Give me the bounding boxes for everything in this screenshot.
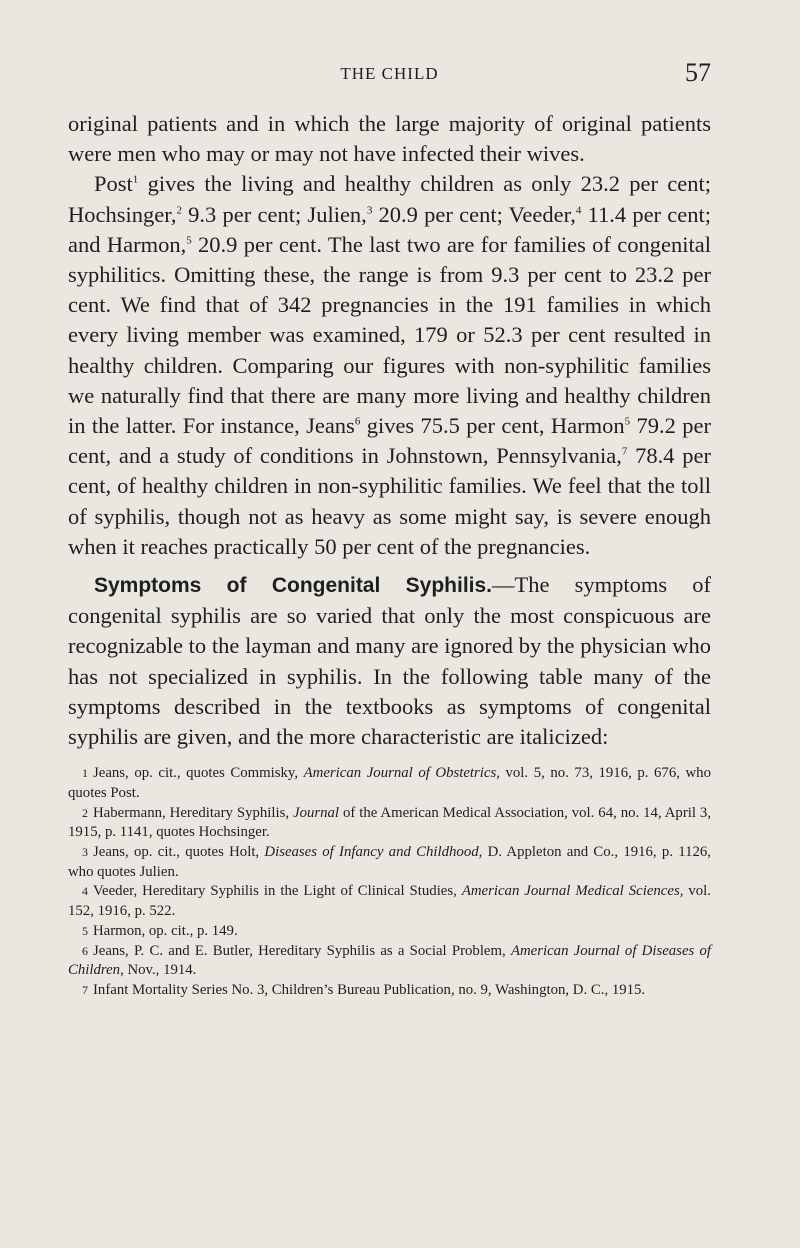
footnote-italic: Journal bbox=[293, 804, 340, 821]
footnote-text: Harmon, op. cit., p. 149. bbox=[93, 922, 238, 939]
footnote bbox=[68, 922, 711, 942]
text-run: 20.9 per cent; Veeder, bbox=[372, 201, 576, 227]
section-heading: Symptoms of Congenital Syphilis. bbox=[94, 574, 493, 598]
footnote-ref: 5 bbox=[624, 415, 631, 428]
text-run: 9.3 per cent; Julien, bbox=[181, 201, 367, 227]
footnote-italic: Diseases of Infancy and Childhood, bbox=[264, 844, 483, 861]
text-run: gives 75.5 per cent, Harmon bbox=[360, 413, 625, 439]
footnote-italic: American Journal of Obstetrics, bbox=[303, 765, 500, 782]
footnote-text: Nov., 1914. bbox=[123, 962, 197, 979]
footnote bbox=[68, 764, 711, 803]
text-run: gives the living and healthy children as only 23.2 per cent; Hochsinger, bbox=[68, 171, 711, 227]
footnote-ref: 2 bbox=[176, 204, 182, 217]
footnote-text: Jeans, P. C. and E. Butler, Hereditary Syphilis as a Social Problem, bbox=[93, 942, 511, 959]
footnotes bbox=[68, 764, 711, 1000]
text-run: 79.2 per cent, and a study of conditions in Johnstown, Pennsylvania, bbox=[68, 413, 711, 469]
footnote bbox=[68, 804, 711, 843]
footnote-text: of the American Medical Association, vol. 64, no. 14, April 3, 1915, p. 1141, quotes Hochsinger. bbox=[68, 804, 712, 841]
text-run: 78.4 per cent, of healthy children in non-syphilitic families. We feel that the toll of syphilis, though not as heavy as some might say, is severe enough when it reaches practically 50 per cent of the pregnancies. bbox=[68, 443, 711, 559]
footnote bbox=[68, 843, 711, 882]
footnote-ref: 3 bbox=[366, 204, 373, 217]
footnote-ref: 6 bbox=[354, 415, 361, 428]
footnote-text: Infant Mortality Series No. 3, Children’s Bureau Publication, no. 9, Washington, D. C., 1915. bbox=[93, 982, 646, 998]
footnote-ref: 1 bbox=[132, 173, 139, 186]
footnote-number: 6 bbox=[82, 943, 88, 958]
footnote-text: Habermann, Hereditary Syphilis, bbox=[93, 804, 293, 821]
footnote-text: vol. 152, 1916, p. 522. bbox=[68, 883, 711, 920]
footnote-ref: 7 bbox=[621, 445, 628, 458]
footnote-number: 5 bbox=[82, 923, 88, 938]
footnote bbox=[68, 882, 711, 921]
paragraph-symptoms bbox=[68, 570, 711, 752]
running-head: THE CHILD bbox=[340, 64, 439, 83]
footnote bbox=[68, 942, 711, 981]
footnote-text: D. Appleton and Co., 1916, p. 1126, who quotes Julien. bbox=[68, 844, 711, 880]
footnote-number: 7 bbox=[82, 983, 88, 997]
page-header bbox=[68, 58, 711, 88]
paragraph-continuation: original patients and in which the large majority of original patients were men who may or may not have infected their wives. bbox=[68, 111, 711, 167]
footnote-text: Jeans, op. cit., quotes Holt, bbox=[93, 844, 265, 861]
footnote-number: 4 bbox=[82, 884, 88, 899]
footnote-italic: American Journal of Diseases of Children, bbox=[68, 942, 711, 979]
page-body bbox=[68, 109, 711, 1001]
footnote-text: Jeans, op. cit., quotes Commisky, bbox=[93, 765, 304, 782]
footnote-number: 3 bbox=[82, 845, 88, 860]
text-run: 20.9 per cent. The last two are for families of congenital syphilitics. Omitting these, the range is from 9.3 per cent to 23.2 per cent. We find that of 342 pregnancies in the 191 families in which every living member was examined, 179 or 52.3 per cent resulted in healthy children. Comparing our figures with non-syphilitic families we naturally find that there are many more living and healthy children in the latter. For instance, Jeans bbox=[68, 231, 711, 439]
footnote-text: vol. 5, no. 73, 1916, p. 676, who quotes Post. bbox=[68, 765, 711, 801]
footnote-number: 1 bbox=[82, 766, 88, 781]
paragraph-statistics bbox=[68, 169, 711, 562]
text-run: 11.4 per cent; and Harmon, bbox=[68, 201, 712, 257]
text-run: —The symptoms of congenital syphilis are so varied that only the most conspicuous are recognizable to the layman and many are ignored by the physician who has not specialized in syphilis. In the following table many of the symptoms described in the textbooks as symptoms of congenital syphilis are given, and the more characteristic are italicized: bbox=[68, 572, 711, 750]
footnote-ref: 5 bbox=[186, 234, 192, 247]
footnote-ref: 4 bbox=[575, 204, 582, 217]
footnote-number: 2 bbox=[82, 805, 88, 820]
footnote bbox=[68, 981, 711, 1001]
footnote-text: Veeder, Hereditary Syphilis in the Light of Clinical Studies, bbox=[93, 883, 462, 900]
page-number: 57 bbox=[685, 58, 711, 87]
footnote-italic: American Journal Medical Sciences, bbox=[461, 883, 684, 900]
text-run: Post bbox=[94, 171, 133, 197]
